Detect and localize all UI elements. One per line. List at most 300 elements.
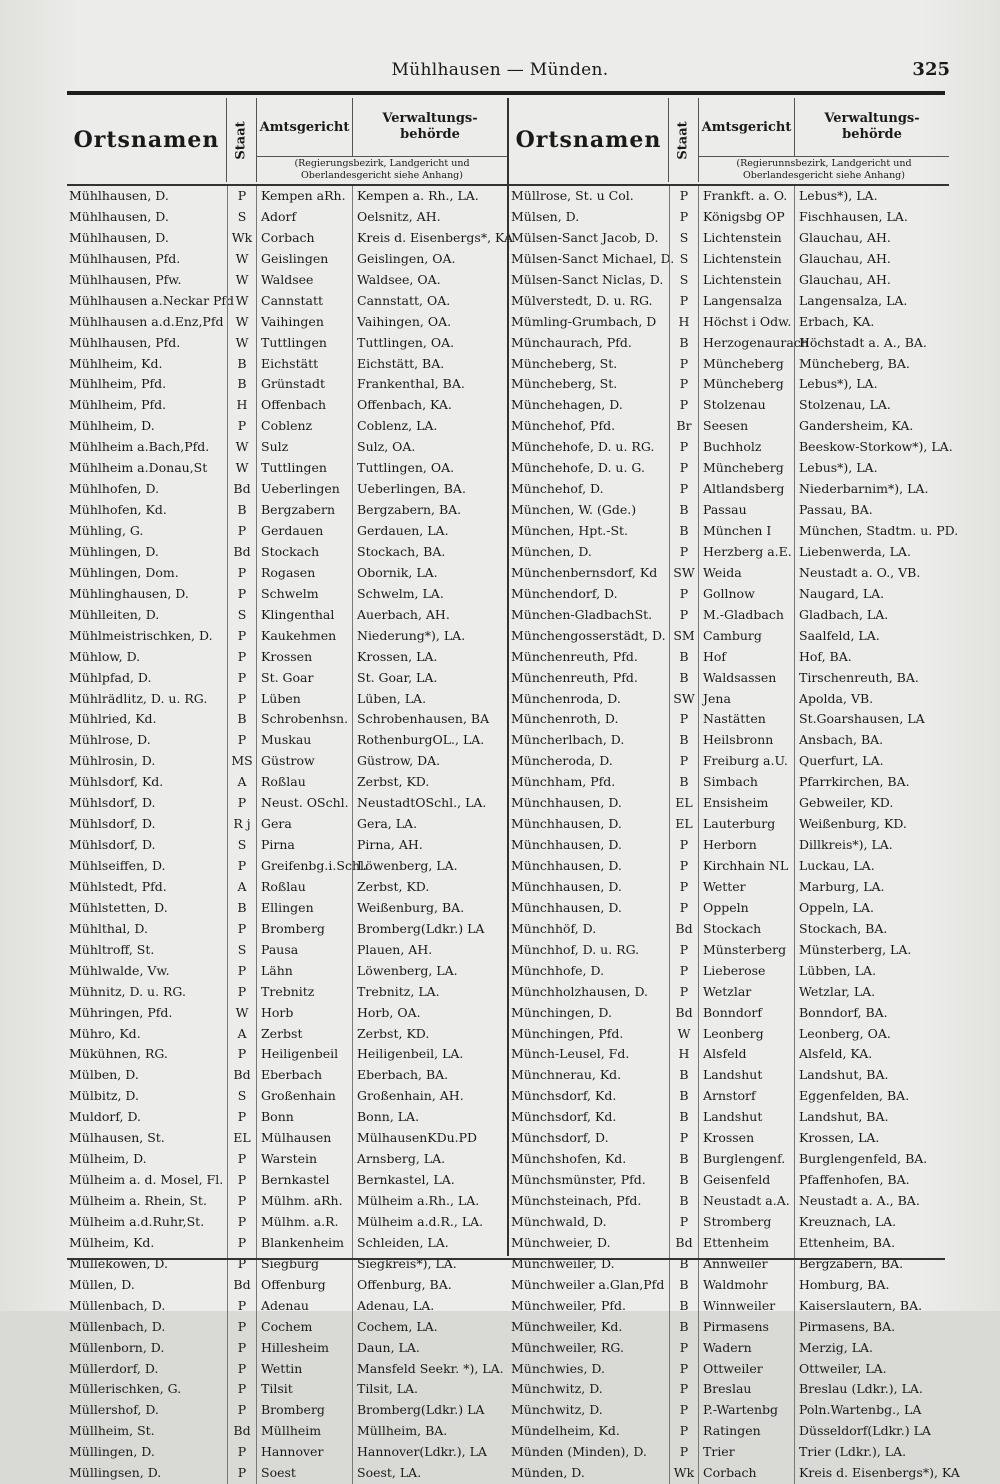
table-row	[67, 270, 507, 291]
table-row	[509, 982, 949, 1003]
staat-cell: P	[669, 374, 699, 395]
verwaltung-cell: Höchstadt a. A., BA.	[799, 334, 927, 350]
staat-cell: P	[669, 877, 699, 898]
table-row	[67, 1296, 507, 1317]
ortsname-cell: Mühlheim, Pfd.	[69, 397, 167, 413]
ortsname-cell: Münchingen, Pfd.	[511, 1025, 624, 1041]
ortsname-cell: Mülheim a.d.Ruhr,St.	[69, 1213, 205, 1229]
staat-cell: Bd	[227, 1421, 257, 1442]
verwaltung-cell: Schrobenhausen, BA	[357, 711, 490, 727]
table-row	[67, 354, 507, 375]
amtsgericht-cell: St. Goar	[257, 668, 353, 689]
amtsgericht-cell: Bromberg	[257, 919, 353, 940]
table-row	[509, 689, 949, 710]
verwaltung-cell: Dillkreis*), LA.	[799, 837, 893, 853]
verwaltung-cell: Bromberg(Ldkr.) LA	[357, 920, 485, 936]
staat-cell: B	[227, 898, 257, 919]
amtsgericht-cell: Bromberg	[257, 1400, 353, 1421]
verwaltung-cell: Langensalza, LA.	[799, 292, 908, 308]
amtsgericht-cell: Lüben	[257, 689, 353, 710]
amtsgericht-cell: Zerbst	[257, 1024, 353, 1045]
ortsname-cell: Mühlwalde, Vw.	[69, 962, 170, 978]
staat-cell: B	[227, 374, 257, 395]
table-row	[509, 772, 949, 793]
verwaltung-cell: Mülheim a.Rh., LA.	[357, 1193, 480, 1208]
table-row	[67, 1128, 507, 1149]
staat-cell: P	[669, 1442, 699, 1463]
amtsgericht-cell: Roßlau	[257, 877, 353, 898]
staat-cell: W	[227, 437, 257, 458]
ortsname-cell: Mühlheim, Pfd.	[69, 376, 167, 392]
header-staat	[227, 98, 257, 182]
verwaltung-cell: Apolda, VB.	[799, 690, 874, 706]
ortsname-cell: Mühlsdorf, Kd.	[69, 774, 164, 790]
ortsname-cell: Mühro, Kd.	[69, 1025, 141, 1041]
table-row	[67, 1003, 507, 1024]
amtsgericht-cell: Geislingen	[257, 249, 353, 270]
verwaltung-cell: MülhausenKDu.PD	[357, 1130, 478, 1146]
amtsgericht-cell: Mülhm. a.R.	[257, 1212, 353, 1233]
staat-cell: S	[227, 940, 257, 961]
amtsgericht-cell: Stromberg	[699, 1212, 795, 1233]
ortsname-cell: Münchehof, D.	[511, 481, 604, 497]
table-row	[509, 354, 949, 375]
staat-cell: P	[227, 647, 257, 668]
table-row	[67, 982, 507, 1003]
ortsname-cell: Mühlingen, Dom.	[69, 564, 179, 580]
amtsgericht-cell: Blankenheim	[257, 1233, 353, 1254]
right-rows	[509, 186, 960, 1484]
amtsgericht-cell: München I	[699, 521, 795, 542]
verwaltung-cell: Krossen, LA.	[357, 648, 438, 664]
amtsgericht-cell: Wadern	[699, 1338, 795, 1359]
staat-cell: W	[227, 249, 257, 270]
table-row	[67, 1149, 507, 1170]
verwaltung-cell: Löwenberg, LA.	[357, 962, 458, 978]
ortsname-cell: Mühringen, Pfd.	[69, 1004, 173, 1020]
staat-cell: P	[227, 1044, 257, 1065]
verwaltung-cell: Sulz, OA.	[357, 439, 416, 455]
staat-cell: P	[227, 1400, 257, 1421]
verwaltung-cell: Pfaffenhofen, BA.	[799, 1172, 910, 1188]
amtsgericht-cell: Rogasen	[257, 563, 353, 584]
verwaltung-cell: Bergzabern, BA.	[357, 502, 462, 518]
verwaltung-cell: Waldsee, OA.	[357, 271, 441, 287]
table-row	[509, 1296, 949, 1317]
staat-cell: P	[669, 395, 699, 416]
amtsgericht-cell: Landshut	[699, 1065, 795, 1086]
amtsgericht-cell: Gerdauen	[257, 521, 353, 542]
table-row	[509, 1275, 949, 1296]
staat-cell: P	[669, 982, 699, 1003]
column-header	[67, 98, 507, 186]
staat-cell: W	[227, 270, 257, 291]
staat-cell: P	[227, 1317, 257, 1338]
table-row	[509, 1338, 949, 1359]
amtsgericht-cell: Breslau	[699, 1379, 795, 1400]
staat-cell: P	[669, 1421, 699, 1442]
verwaltung-cell: RothenburgOL., LA.	[357, 732, 485, 748]
table-row	[509, 751, 949, 772]
verwaltung-cell: Cannstatt, OA.	[357, 292, 451, 308]
ortsname-cell: Mühlsdorf, D.	[69, 837, 156, 853]
ortsname-cell: Münchweiler, Pfd.	[511, 1297, 627, 1313]
verwaltung-cell: Liebenwerda, LA.	[799, 543, 911, 559]
table-row	[509, 228, 949, 249]
verwaltung-cell: Ettenheim, BA.	[799, 1234, 896, 1250]
amtsgericht-cell: Offenburg	[257, 1275, 353, 1296]
ortsname-cell: Mülsen-Sanct Niclas, D.	[511, 271, 664, 287]
table-row	[67, 1065, 507, 1086]
ortsname-cell: Münchhausen, D.	[511, 878, 622, 894]
amtsgericht-cell: Schwelm	[257, 584, 353, 605]
staat-cell: P	[227, 584, 257, 605]
amtsgericht-cell: Weida	[699, 563, 795, 584]
ortsname-cell: Münchaurach, Pfd.	[511, 334, 632, 350]
ortsname-cell: Münchhausen, D.	[511, 816, 622, 832]
verwaltung-cell: Gandersheim, KA.	[799, 418, 914, 434]
table-row	[67, 877, 507, 898]
ortsname-cell: Mülben, D.	[69, 1067, 139, 1083]
staat-cell: P	[669, 898, 699, 919]
table-row	[509, 1317, 949, 1338]
amtsgericht-cell: Müncheberg	[699, 458, 795, 479]
verwaltung-cell: Bonn, LA.	[357, 1109, 420, 1125]
table-row	[509, 835, 949, 856]
ortsname-cell: Mühlstedt, Pfd.	[69, 878, 167, 894]
ortsname-cell: Münchsmünster, Pfd.	[511, 1172, 646, 1188]
table-row	[67, 689, 507, 710]
staat-cell: S	[227, 605, 257, 626]
amtsgericht-cell: Winnweiler	[699, 1296, 795, 1317]
amtsgericht-cell: Neust. OSchl.	[257, 793, 353, 814]
verwaltung-cell: Bromberg(Ldkr.) LA	[357, 1402, 485, 1418]
table-row	[509, 249, 949, 270]
verwaltung-cell: Kaiserslautern, BA.	[799, 1297, 923, 1313]
staat-cell: P	[227, 919, 257, 940]
staat-cell: SW	[669, 689, 699, 710]
amtsgericht-cell: Eichstätt	[257, 354, 353, 375]
staat-cell: P	[227, 521, 257, 542]
table-row	[67, 919, 507, 940]
amtsgericht-cell: Neustadt a.A.	[699, 1191, 795, 1212]
verwaltung-cell: Düsseldorf(Ldkr.) LA	[799, 1423, 931, 1439]
verwaltung-cell: Schleiden, LA.	[357, 1234, 449, 1250]
header-verwaltungsbehoerde: Verwaltungs-behörde	[382, 111, 478, 142]
staat-cell: P	[227, 1296, 257, 1317]
amtsgericht-cell: Kaukehmen	[257, 626, 353, 647]
verwaltung-cell: Querfurt, LA.	[799, 753, 884, 769]
verwaltung-cell: Marburg, LA.	[799, 878, 885, 894]
table-row	[67, 605, 507, 626]
verwaltung-cell: Soest, LA.	[357, 1465, 422, 1481]
table-row	[67, 1107, 507, 1128]
amtsgericht-cell: M.-Gladbach	[699, 605, 795, 626]
running-title: Mühlhausen — Münden.	[391, 60, 609, 80]
ortsname-cell: Münchnerau, Kd.	[511, 1067, 622, 1083]
amtsgericht-cell: Simbach	[699, 772, 795, 793]
verwaltung-cell: Daun, LA.	[357, 1339, 420, 1355]
verwaltung-cell: Homburg, BA.	[799, 1276, 890, 1292]
verwaltung-cell: Zerbst, KD.	[357, 878, 430, 894]
staat-cell: P	[669, 856, 699, 877]
staat-cell: S	[669, 270, 699, 291]
verwaltung-cell: Müllheim, BA.	[357, 1423, 448, 1439]
ortsname-cell: Mülsen-Sanct Michael, D.	[511, 250, 675, 266]
table-row	[67, 521, 507, 542]
staat-cell: B	[669, 1254, 699, 1275]
ortsname-cell: Müncheberg, St.	[511, 355, 618, 371]
table-row	[509, 1086, 949, 1107]
verwaltung-cell: Lübben, LA.	[799, 962, 877, 978]
staat-cell: A	[227, 877, 257, 898]
table-row	[509, 1233, 949, 1254]
verwaltung-cell: Coblenz, LA.	[357, 418, 438, 434]
staat-cell: B	[669, 1149, 699, 1170]
table-row	[67, 961, 507, 982]
amtsgericht-cell: Corbach	[699, 1463, 795, 1484]
ortsname-cell: Mülsen-Sanct Jacob, D.	[511, 229, 659, 245]
amtsgericht-cell: Vaihingen	[257, 312, 353, 333]
table-row	[67, 228, 513, 249]
table-row	[67, 626, 507, 647]
table-row	[67, 207, 507, 228]
amtsgericht-cell: Trier	[699, 1442, 795, 1463]
table-row	[509, 479, 949, 500]
ortsname-cell: Mühlheim a.Bach,Pfd.	[69, 439, 210, 455]
verwaltung-cell: Kreis d. Eisenbergs*, KA	[357, 229, 513, 245]
verwaltung-cell: Oelsnitz, AH.	[357, 208, 441, 224]
ortsname-cell: Münchenreuth, Pfd.	[511, 669, 638, 685]
amtsgericht-cell: Heiligenbeil	[257, 1044, 353, 1065]
staat-cell: MS	[227, 751, 257, 772]
verwaltung-cell: Fischhausen, LA.	[799, 208, 908, 224]
verwaltung-cell: Kreis d. Eisenbergs*), KA	[799, 1465, 960, 1481]
ortsname-cell: Mühlmeistrischken, D.	[69, 627, 213, 643]
table-row	[67, 1170, 507, 1191]
table-row	[67, 1233, 507, 1254]
verwaltung-cell: Lebus*), LA.	[799, 460, 878, 476]
table-row	[67, 772, 507, 793]
verwaltung-cell: Erbach, KA.	[799, 313, 875, 329]
table-row	[509, 1107, 949, 1128]
verwaltung-cell: Müncheberg, BA.	[799, 355, 910, 371]
ortsname-cell: Müncheberg, St.	[511, 376, 618, 392]
amtsgericht-cell: Sulz	[257, 437, 353, 458]
ortsname-cell: Münchholzhausen, D.	[511, 983, 649, 999]
ortsname-cell: Münchsdorf, Kd.	[511, 1088, 617, 1104]
table-row	[509, 709, 949, 730]
table-row	[67, 856, 507, 877]
verwaltung-cell: Zerbst, KD.	[357, 774, 430, 790]
verwaltung-cell: Tirschenreuth, BA.	[799, 669, 919, 685]
top-rule	[67, 91, 945, 95]
table-row	[509, 1149, 949, 1170]
ortsname-cell: Münchenbernsdorf, Kd	[511, 564, 658, 580]
table-row	[509, 1003, 949, 1024]
amtsgericht-cell: Bonndorf	[699, 1003, 795, 1024]
amtsgericht-cell: Herzberg a.E.	[699, 542, 795, 563]
verwaltung-cell: Niederbarnim*), LA.	[799, 481, 929, 497]
staat-cell: P	[227, 1379, 257, 1400]
staat-cell: W	[227, 458, 257, 479]
table-row	[509, 856, 949, 877]
verwaltung-cell: Trier (Ldkr.), LA.	[799, 1444, 907, 1460]
table-row	[509, 961, 949, 982]
ortsname-cell: Mülheim a. d. Mosel, Fl.	[69, 1172, 224, 1188]
staat-cell: P	[669, 961, 699, 982]
table-row	[509, 647, 949, 668]
staat-cell: P	[669, 751, 699, 772]
ortsname-cell: Münchweiler, D.	[511, 1255, 615, 1271]
verwaltung-cell: Eggenfelden, BA.	[799, 1088, 910, 1104]
ortsname-cell: Münchwies, D.	[511, 1360, 605, 1376]
verwaltung-cell: Schwelm, LA.	[357, 585, 444, 601]
verwaltung-cell: Lebus*), LA.	[799, 376, 878, 392]
staat-cell: S	[669, 228, 699, 249]
verwaltung-cell: Ueberlingen, BA.	[357, 481, 466, 497]
amtsgericht-cell: Leonberg	[699, 1024, 795, 1045]
ortsname-cell: Münchenreuth, Pfd.	[511, 648, 638, 664]
staat-cell: W	[227, 312, 257, 333]
verwaltung-cell: Bonndorf, BA.	[799, 1004, 888, 1020]
amtsgericht-cell: Oppeln	[699, 898, 795, 919]
ortsname-cell: München-GladbachSt.	[511, 606, 653, 622]
table-row	[67, 730, 507, 751]
table-row	[67, 1275, 507, 1296]
header-ortsnamen: Ortsnamen	[67, 98, 227, 182]
staat-cell: P	[669, 1128, 699, 1149]
table-row	[509, 1442, 949, 1463]
amtsgericht-cell: Altlandsberg	[699, 479, 795, 500]
ortsname-cell: Müllheim, St.	[69, 1423, 155, 1439]
table-row	[67, 437, 507, 458]
amtsgericht-cell: Nastätten	[699, 709, 795, 730]
amtsgericht-cell: Höchst i Odw.	[699, 312, 795, 333]
amtsgericht-cell: Geisenfeld	[699, 1170, 795, 1191]
staat-cell: B	[669, 333, 699, 354]
staat-cell: B	[669, 1275, 699, 1296]
verwaltung-cell: Bergzabern, BA.	[799, 1255, 904, 1271]
staat-cell: P	[227, 1442, 257, 1463]
staat-cell: P	[227, 1338, 257, 1359]
table-row	[67, 1191, 507, 1212]
amtsgericht-cell: Herzogenaurach	[699, 333, 795, 354]
staat-cell: S	[227, 835, 257, 856]
staat-cell: SM	[669, 626, 699, 647]
verwaltung-cell: Münsterberg, LA.	[799, 941, 912, 957]
table-row	[509, 500, 949, 521]
ortsname-cell: Müllershof, D.	[69, 1402, 159, 1418]
amtsgericht-cell: Siegburg	[257, 1254, 353, 1275]
ortsname-cell: Münchwitz, D.	[511, 1381, 603, 1397]
ortsname-cell: Münchwitz, D.	[511, 1402, 603, 1418]
amtsgericht-cell: Waldmohr	[699, 1275, 795, 1296]
staat-cell: P	[669, 354, 699, 375]
amtsgericht-cell: Bernkastel	[257, 1170, 353, 1191]
staat-cell: Bd	[227, 542, 257, 563]
verwaltung-cell: Trebnitz, LA.	[357, 983, 440, 999]
ortsname-cell: Münchsdorf, Kd.	[511, 1109, 617, 1125]
staat-cell: B	[669, 1191, 699, 1212]
ortsname-cell: Mühlhausen a.Neckar Pfd	[69, 292, 235, 308]
ortsname-cell: Münchsteinach, Pfd.	[511, 1193, 642, 1208]
amtsgericht-cell: Müncheberg	[699, 354, 795, 375]
ortsname-cell: Münchweiler a.Glan,Pfd	[511, 1276, 665, 1292]
table-row	[509, 1400, 949, 1421]
verwaltung-cell: Stockach, BA.	[799, 920, 888, 936]
staat-cell: P	[669, 437, 699, 458]
header-amtsgericht: Amtsgericht	[699, 98, 795, 156]
ortsname-cell: Mühlhausen, D.	[69, 229, 169, 245]
header-amtsgericht: Amtsgericht	[257, 98, 353, 156]
ortsname-cell: Münden (Minden), D.	[511, 1444, 647, 1460]
amtsgericht-cell: Waldsee	[257, 270, 353, 291]
verwaltung-cell: Passau, BA.	[799, 502, 873, 518]
table-row	[67, 1212, 507, 1233]
ortsname-cell: Mühltroff, St.	[69, 941, 155, 957]
staat-cell: P	[227, 668, 257, 689]
staat-cell: H	[669, 1044, 699, 1065]
ortsname-cell: Münchhausen, D.	[511, 899, 622, 915]
verwaltung-cell: St.Goarshausen, LA	[799, 711, 925, 727]
amtsgericht-cell: Mülhausen	[257, 1128, 353, 1149]
ortsname-cell: Mühlinghausen, D.	[69, 585, 189, 601]
table-row	[67, 186, 507, 207]
ortsname-cell: Mühlingen, D.	[69, 543, 159, 559]
staat-cell: P	[669, 940, 699, 961]
ortsname-cell: Mühling, G.	[69, 523, 144, 538]
table-row	[509, 1128, 949, 1149]
header-staat-label: Staat	[234, 120, 249, 160]
table-row	[509, 626, 949, 647]
staat-cell: P	[669, 1212, 699, 1233]
ortsname-cell: Münchenroth, D.	[511, 711, 619, 727]
table-row	[509, 668, 949, 689]
verwaltung-cell: Tuttlingen, OA.	[357, 460, 455, 476]
ortsname-cell: Müllenbach, D.	[69, 1318, 166, 1334]
bottom-rule	[67, 1258, 945, 1260]
amtsgericht-cell: Mülhm. aRh.	[257, 1191, 353, 1212]
amtsgericht-cell: Güstrow	[257, 751, 353, 772]
verwaltung-cell: Landshut, BA.	[799, 1067, 889, 1083]
amtsgericht-cell: P.-Wartenbg	[699, 1400, 795, 1421]
staat-cell: P	[227, 626, 257, 647]
table-row	[67, 647, 507, 668]
table-row	[67, 835, 507, 856]
verwaltung-cell: Hof, BA.	[799, 648, 852, 664]
amtsgericht-cell: Ratingen	[699, 1421, 795, 1442]
verwaltung-cell: Siegkreis*), LA.	[357, 1255, 457, 1271]
staat-cell: P	[669, 542, 699, 563]
table-row	[67, 479, 507, 500]
ortsname-cell: Mühlseiffen, D.	[69, 858, 166, 873]
verwaltung-cell: Auerbach, AH.	[357, 606, 450, 622]
verwaltung-cell: Gera, LA.	[357, 816, 418, 832]
ortsname-cell: Münchehagen, D.	[511, 397, 623, 413]
table-row	[509, 1421, 949, 1442]
ortsname-cell: Münchenroda, D.	[511, 690, 621, 706]
amtsgericht-cell: Krossen	[699, 1128, 795, 1149]
staat-cell: P	[227, 1107, 257, 1128]
ortsname-cell: Münchweier, D.	[511, 1234, 611, 1250]
amtsgericht-cell: Bonn	[257, 1107, 353, 1128]
staat-cell: P	[227, 689, 257, 710]
ortsname-cell: Mülheim, D.	[69, 1151, 147, 1167]
verwaltung-cell: Pfarrkirchen, BA.	[799, 774, 910, 790]
amtsgericht-cell: Lähn	[257, 961, 353, 982]
header-verwaltungsbehoerde: Verwaltungs-behörde	[824, 111, 920, 142]
